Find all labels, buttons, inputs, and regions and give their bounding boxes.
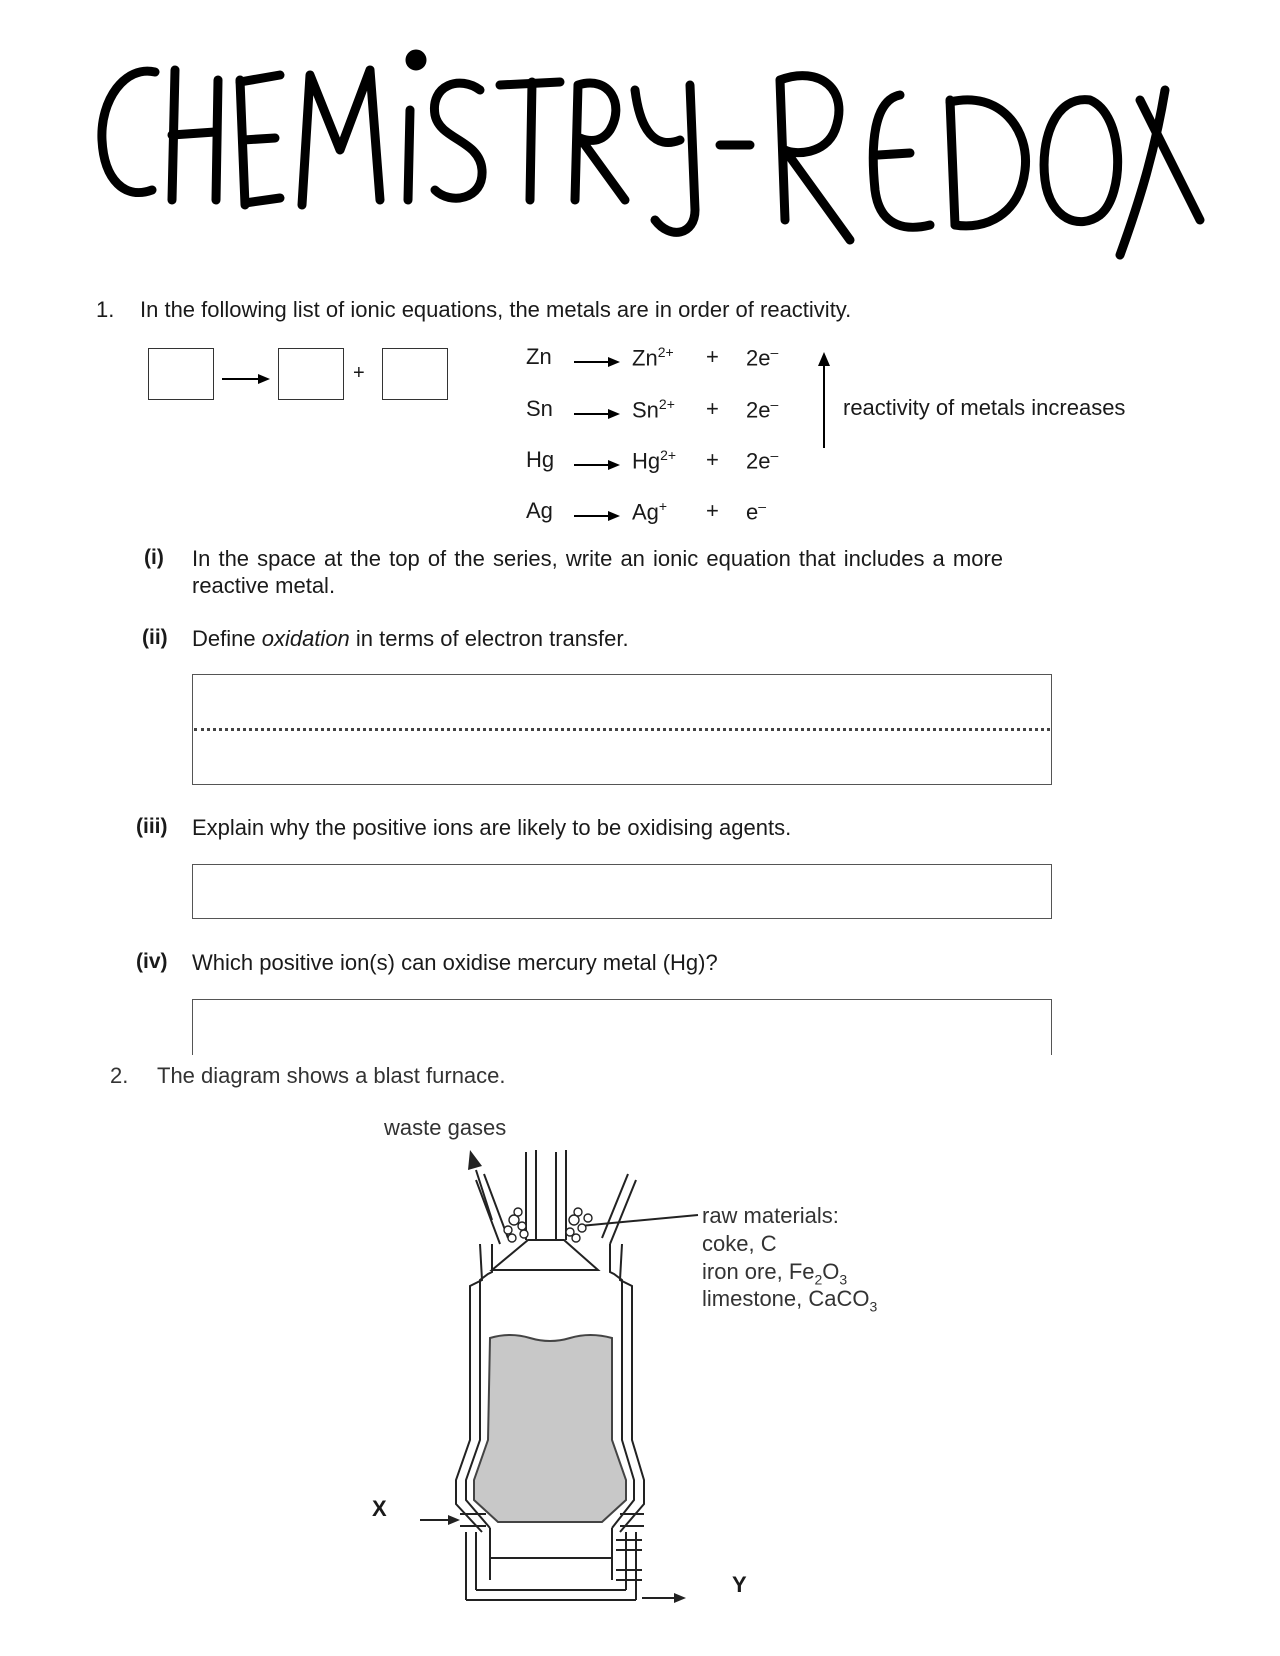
ion [632,396,675,423]
equation-blank-box-1[interactable] [148,348,214,400]
electron-count: 2e [746,448,771,474]
equation-row [524,396,824,426]
ion-charge: 2+ [658,396,675,412]
metal: Ag [526,498,553,523]
arrow-icon [222,372,270,384]
equation-row [524,498,824,528]
ion [632,344,674,371]
answer-box-iv[interactable] [192,999,1052,1055]
q2-number: 2. [110,1063,129,1088]
electron-charge: – [770,447,779,463]
q1-number: 1. [96,297,115,322]
metal: Hg [526,447,555,472]
label-x: X [372,1496,387,1521]
part-iii-label: (iii) [136,815,168,838]
ion-symbol: Zn [632,345,658,371]
plus-sign: + [706,498,719,523]
electrons [746,498,766,525]
part-iv-text: Which positive ion(s) can oxidise mercury metal (Hg)? [192,950,718,975]
ion-charge: 2+ [657,344,674,360]
iron-ore-sub-2: 3 [839,1271,848,1288]
raw-material-limestone [702,1285,877,1320]
plus-sign: + [353,362,365,384]
equation-row [524,344,824,374]
ion-charge: + [658,498,668,514]
waste-gases-label: waste gases [384,1115,507,1140]
title-text [80,20,90,21]
part-i-text-line2: reactive metal. [192,573,336,598]
arrow-icon [574,356,620,368]
ion-symbol: Hg [632,448,661,474]
part-i-label: (i) [144,546,164,569]
equation-blank-box-2[interactable] [278,348,344,400]
part-iii-text: Explain why the positive ions are likely to be oxidising agents. [192,815,792,840]
limestone-text: limestone, CaCO [702,1286,870,1311]
ion-symbol: Sn [632,397,659,423]
electron-count: e [746,499,759,525]
plus-sign: + [706,447,719,472]
metal: Sn [526,396,553,421]
iron-ore-text: iron ore, Fe [702,1259,815,1284]
ion [632,498,667,525]
part-ii-text-before: Define [192,626,262,651]
ion-symbol: Ag [632,499,659,525]
metal: Zn [526,344,552,369]
blast-furnace-graphic [380,1140,720,1640]
plus-sign: + [706,344,719,369]
raw-materials-title: raw materials: [702,1203,839,1228]
part-ii-label: (ii) [142,626,168,649]
electrons [746,396,778,423]
electrons [746,447,778,474]
part-ii-text-after: in terms of electron transfer. [349,626,629,651]
part-iv-label: (iv) [136,950,168,973]
ion-charge: 2+ [660,447,677,463]
arrow-icon [574,459,620,471]
iron-ore-oxygen: O [822,1259,840,1284]
ion [632,447,676,474]
reactivity-label: reactivity of metals increases [843,395,1126,420]
blast-furnace-diagram [380,1140,720,1640]
electron-charge: – [758,498,767,514]
answer-box-iii[interactable] [192,864,1052,919]
electron-charge: – [770,396,779,412]
page-title [80,20,1280,260]
reactivity-arrow-icon [815,352,833,448]
equation-blank-box-3[interactable] [382,348,448,400]
equation-row [524,447,824,477]
part-ii-text-emphasis: oxidation [261,626,350,651]
electrons [746,344,778,371]
arrow-icon [574,408,620,420]
limestone-sub: 3 [869,1298,878,1315]
plus-sign: + [706,396,719,421]
label-y: Y [732,1572,747,1597]
electron-count: 2e [746,345,771,371]
q1-intro: In the following list of ionic equations, the metals are in order of reactivity. [140,297,852,322]
answer-box-ii-dotted-line [194,728,1050,731]
iron-ore-sub-1: 2 [814,1271,823,1288]
raw-material-coke: coke, C [702,1231,777,1256]
arrow-icon [574,510,620,522]
handwritten-title-graphic [80,20,1280,260]
part-ii-text [192,625,629,652]
q2-intro: The diagram shows a blast furnace. [157,1063,506,1088]
part-i-text-line1: In the space at the top of the series, write an ionic equation that includes a more [192,546,1004,571]
electron-charge: – [770,344,779,360]
electron-count: 2e [746,397,771,423]
